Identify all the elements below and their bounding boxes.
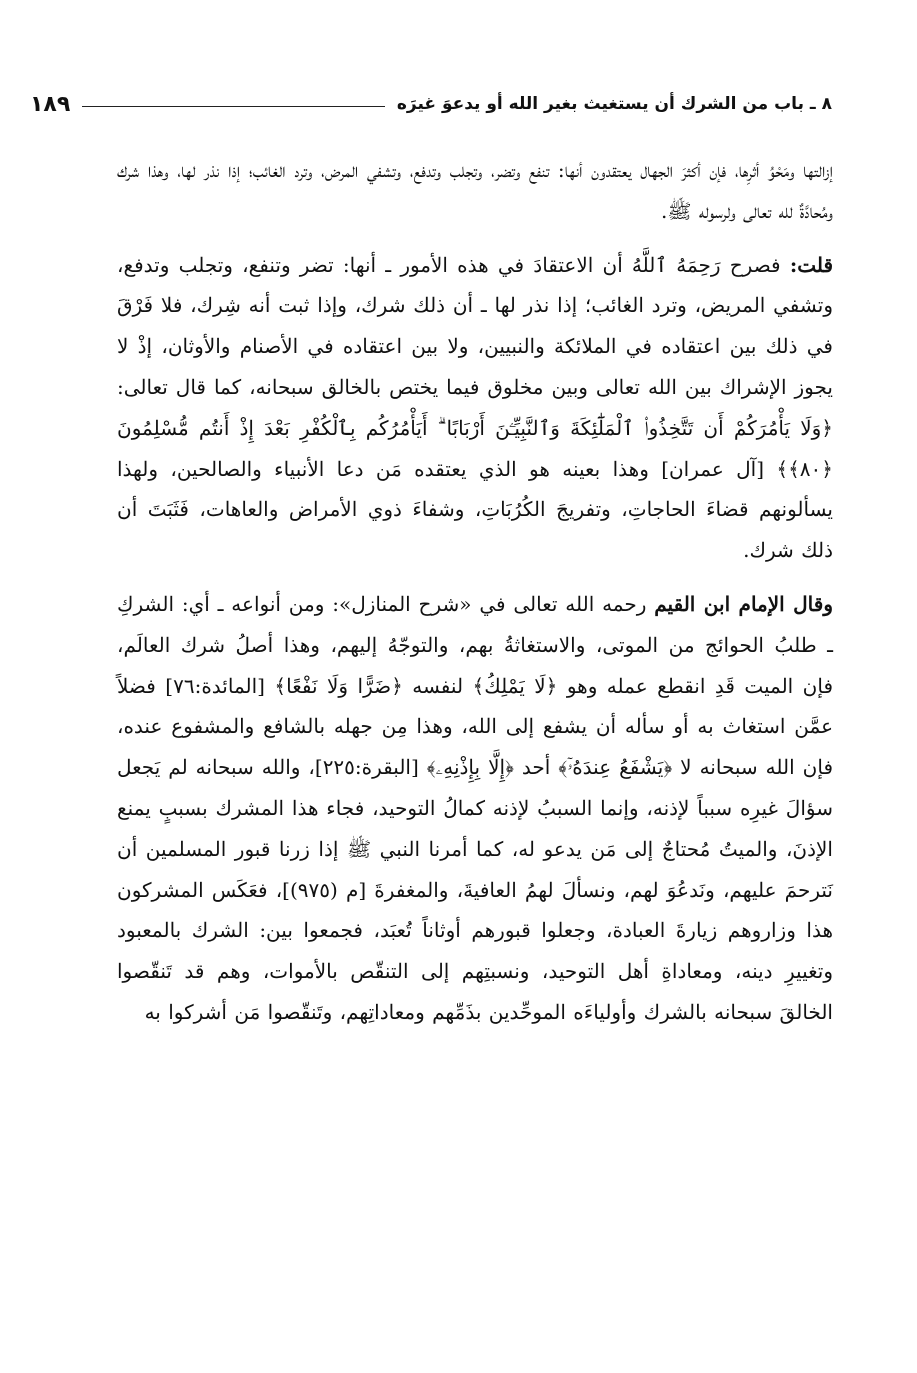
paragraph-lead: قلت: xyxy=(789,252,834,277)
running-header xyxy=(30,84,832,124)
page-number: ١٨٩ xyxy=(30,91,71,117)
paragraph-3 xyxy=(117,584,833,1033)
paragraph-2 xyxy=(117,245,833,571)
chapter-title: ٨ ـ باب من الشرك أن يستغيث بغير الله أو يدعوَ غيرَه xyxy=(396,94,832,114)
paragraph-1 xyxy=(117,150,833,232)
header-rule xyxy=(82,106,385,107)
paragraph-text: فصرح رَحِمَهُ ٱللَّهُ أن الاعتقادَ في هذه الأمور ـ أنها: تضر وتنفع، وتجلب وتدفع، وتشفي المريض، وترد الغائب؛ إذا نذر لها ـ أن ذلك شرك، وإذا ثبت أنه شِرك، فلا فَرْقَ في ذلك بين اعتقاده في الملائكة والنبيين، ولا بين اعتقاده في الأصنام والأوثان، إذْ لا يجوز الإشراك بين الله تعالى وبين مخلوق فيما يختص بالخالق سبحانه، كما قال تعالى: ﴿وَلَا يَأْمُرَكُمْ أَن تَتَّخِذُوا۟ ٱلْمَلَٰٓئِكَةَ وَٱلنَّبِيِّـۧنَ أَرْبَابًا ۗ أَيَأْمُرُكُم بِٱلْكُفْرِ بَعْدَ إِذْ أَنتُم مُّسْلِمُونَ ﴿٨٠﴾﴾ [آل عمران] وهذا بعينه هو الذي يعتقده مَن دعا الأنبياء والصالحين، ولهذا يسألونهم قضاءَ الحاجاتِ، وتفريجَ الكُرُبَاتِ، وشفاءَ ذوي الأمراض والعاهات، فَثَبَتَ أن ذلك شرك. xyxy=(117,252,833,563)
paragraph-text: رحمه الله تعالى في «شرح المنازل»: ومن أنواعه ـ أي: الشركِ ـ طلبُ الحوائج من الموتى، والاستغاثةُ بهم، والتوجّهُ إليهم، وهذا أصلُ شرك العالَم، فإن الميت قَدِ انقطع عمله وهو ﴿لَا يَمْلِكُ﴾ لنفسه ﴿ضَرًّا وَلَا نَفْعًا﴾ [المائدة:٧٦] فضلاً عمَّن استغاث به أو سأله أن يشفع إلى الله، وهذا مِن جهله بالشافع والمشفوع عنده، فإن الله سبحانه لا ﴿يَشْفَعُ عِندَهُۥٓ﴾ أحد ﴿إِلَّا بِإِذْنِهِۦ﴾ [البقرة:٢٢٥]، والله سبحانه لم يَجعل سؤالَ غيرِه سبباً لإذنه، وإنما السببُ لإذنه كمالُ التوحيد، فجاء هذا المشرك بسببٍ يمنع الإذنَ، والميتُ مُحتاجٌ إلى مَن يدعو له، كما أمرنا النبي ﷺ إذا زرنا قبور المسلمين أن نَترحمَ عليهم، ونَدعُوَ لهم، ونسألَ لهمُ العافيةَ، والمغفرةَ [م (٩٧٥)]، فعَكَس المشركون هذا وزاروهم زيارةَ العبادة، وجعلوا قبورهم أوثاناً تُعبَد، فجمعوا بين: الشرك بالمعبود وتغييرِ دينه، ومعاداةِ أهل التوحيد، ونسبتِهم إلى التنقّص بالأموات، وهم قد تَنقّصوا الخالقَ سبحانه بالشرك وأولياءَه الموحِّدين بذَمِّهم ومعاداتِهم، وتَنقّصوا مَن أشركوا به xyxy=(117,591,834,1024)
paragraph-text: إزالتها ومَحْوُ أثرِها، فإن أكثرَ الجهال يعتقدون أنها: تنفع وتضر، وتجلب وتدفع، وتشفي المرض، وترد الغائب؛ إذا نذر لها، وهذا شرك ومُحادَّةٌ لله تعالى ولرسوله ﷺ. xyxy=(117,158,833,223)
paragraph-lead: وقال الإمام ابن القيم xyxy=(654,591,833,616)
body-text xyxy=(117,150,833,1033)
